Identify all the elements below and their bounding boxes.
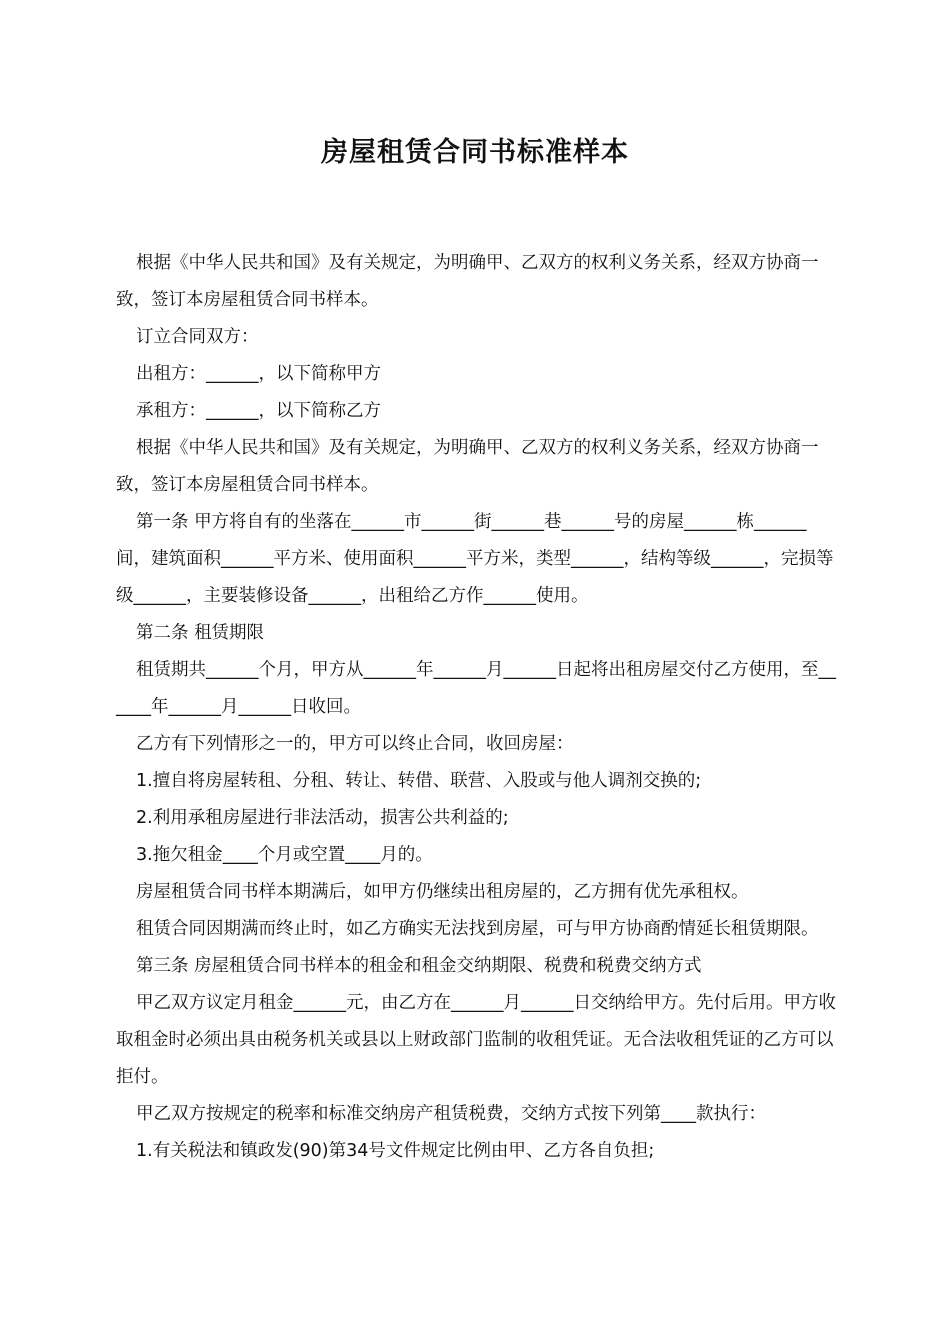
paragraph-tax-item-1: 1.有关税法和镇政发(90)第34号文件规定比例由甲、乙方各自负担;: [136, 1141, 655, 1161]
paragraph-article-3-heading: 第三条 房屋租赁合同书样本的租金和租金交纳期限、税费和税费交纳方式: [136, 956, 702, 976]
paragraph-extension: 租赁合同因期满而终止时，如乙方确实无法找到房屋，可与甲方协商酌情延长租赁期限。: [136, 919, 819, 939]
paragraph-priority-right: 房屋租赁合同书样本期满后，如甲方仍继续出租房屋的，乙方拥有优先承租权。: [136, 882, 749, 902]
paragraph-termination-item-1: 1.擅自将房屋转租、分租、转让、转借、联营、入股或与他人调剂交换的;: [136, 771, 702, 791]
paragraph-rent: 甲乙双方议定月租金______元，由乙方在______月______日交纳给甲方。先付后用。甲方收取租金时必须出具由税务机关或县以上财政部门监制的收租凭证。无合法收租凭证的乙方可以拒付。: [116, 993, 836, 1087]
paragraph-preamble: 根据《中华人民共和国》及有关规定，为明确甲、乙双方的权利义务关系，经双方协商一致，签订本房屋租赁合同书样本。: [116, 253, 819, 310]
paragraph-termination-item-2: 2.利用承租房屋进行非法活动，损害公共利益的;: [136, 808, 509, 828]
paragraph-lease-term: 租赁期共______个月，甲方从______年______月______日起将出租房屋交付乙方使用，至______年______月______日收回。: [116, 660, 836, 717]
paragraph-preamble-repeat: 根据《中华人民共和国》及有关规定，为明确甲、乙双方的权利义务关系，经双方协商一致，签订本房屋租赁合同书样本。: [116, 438, 819, 495]
paragraph-termination-intro: 乙方有下列情形之一的，甲方可以终止合同，收回房屋：: [136, 734, 574, 754]
paragraph-article-2-heading: 第二条 租赁期限: [136, 623, 265, 643]
paragraph-parties-heading: 订立合同双方：: [136, 327, 259, 347]
paragraph-article-1: 第一条 甲方将自有的坐落在______市______街______巷______号的房屋______栋______间，建筑面积______平方米、使用面积______平方米，类型______，结构等级______，完损等级______，主要装修设备______，出租给乙方作______使用。: [116, 512, 834, 606]
paragraph-lessee: 承租方：______，以下简称乙方: [136, 401, 381, 421]
paragraph-lessor: 出租方：______，以下简称甲方: [136, 364, 381, 384]
paragraph-tax: 甲乙双方按规定的税率和标准交纳房产租赁税费，交纳方式按下列第____款执行：: [136, 1104, 766, 1124]
document-title: 房屋租赁合同书标准样本: [321, 137, 629, 168]
document-body: [116, 245, 841, 1170]
paragraph-termination-item-3: 3.拖欠租金____个月或空置____月的。: [136, 845, 433, 865]
